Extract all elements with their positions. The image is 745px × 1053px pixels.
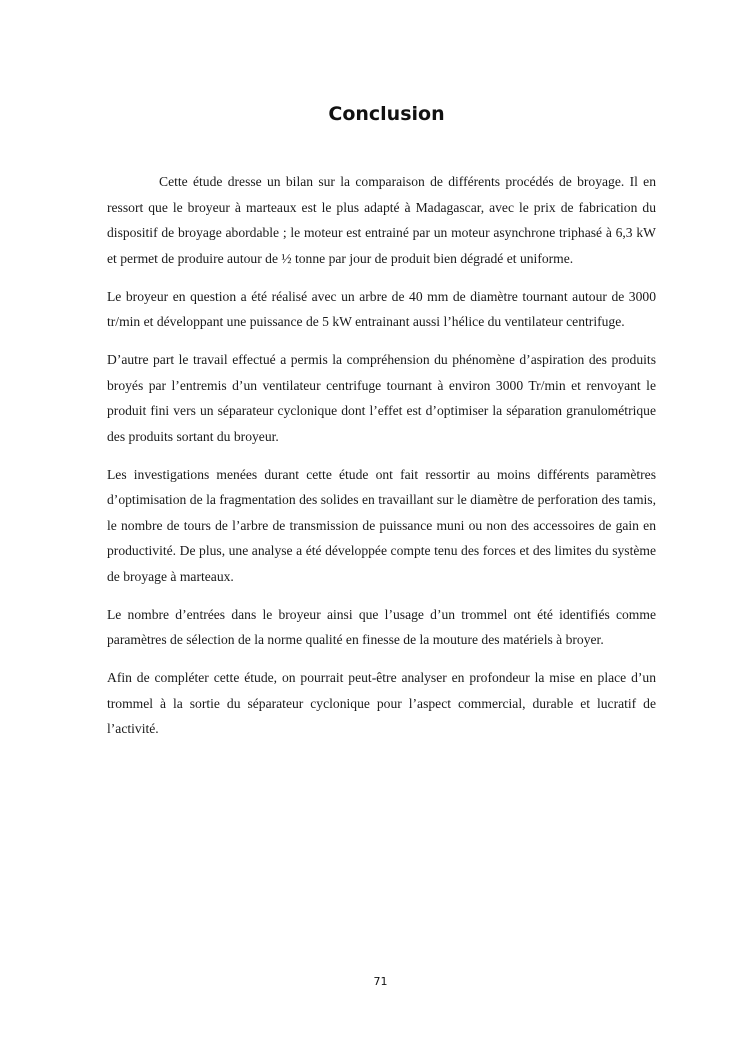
- paragraph-investigations: Les investigations menées durant cette étude ont fait ressortir au moins différents paramètres d’optimisation de la fragmentation des solides en travaillant sur le diamètre de perforation des tamis, le nombre de tours de l’arbre de transmission de puissance muni ou non des accessoires de gain en productivité. De plus, une analyse a été développée compte tenu des forces et des limites du système de broyage à marteaux.: [107, 466, 656, 584]
- page-title: Conclusion: [328, 102, 445, 125]
- paragraph-parametres: Le nombre d’entrées dans le broyeur ainsi que l’usage d’un trommel ont été identifiés comme paramètres de sélection de la norme qualité en finesse de la mouture des matériels à broyer.: [107, 606, 656, 647]
- paragraph-aspiration: D’autre part le travail effectué a permis la compréhension du phénomène d’aspiration des produits broyés par l’entremis d’un ventilateur centrifuge tournant à environ 3000 Tr/min et renvoyant le produit fini vers un séparateur cyclonique dont l’effet est d’optimiser la séparation granulométrique des produits sortant du broyeur.: [107, 352, 656, 444]
- paragraph-perspectives: Afin de compléter cette étude, on pourrait peut-être analyser en profondeur la mise en place d’un trommel à la sortie du séparateur cyclonique pour l’aspect commercial, durable et lucratif de l’activité.: [107, 670, 656, 736]
- paragraph-broyeur-specs: Le broyeur en question a été réalisé avec un arbre de 40 mm de diamètre tournant autour de 3000 tr/min et développant une puissance de 5 kW entrainant aussi l’hélice du ventilateur centrifuge.: [107, 288, 656, 329]
- page-number: 71: [373, 975, 388, 988]
- paragraph-summary: Cette étude dresse un bilan sur la comparaison de différents procédés de broyage. Il en ressort que le broyeur à marteaux est le plus adapté à Madagascar, avec le prix de fabrication du dispositif de broyage abordable ; le moteur est entrainé par un moteur asynchrone triphasé à 6,3 kW et permet de produire autour de ½ tonne par jour de produit bien dégradé et uniforme.: [107, 174, 656, 266]
- conclusion-body: [107, 169, 656, 754]
